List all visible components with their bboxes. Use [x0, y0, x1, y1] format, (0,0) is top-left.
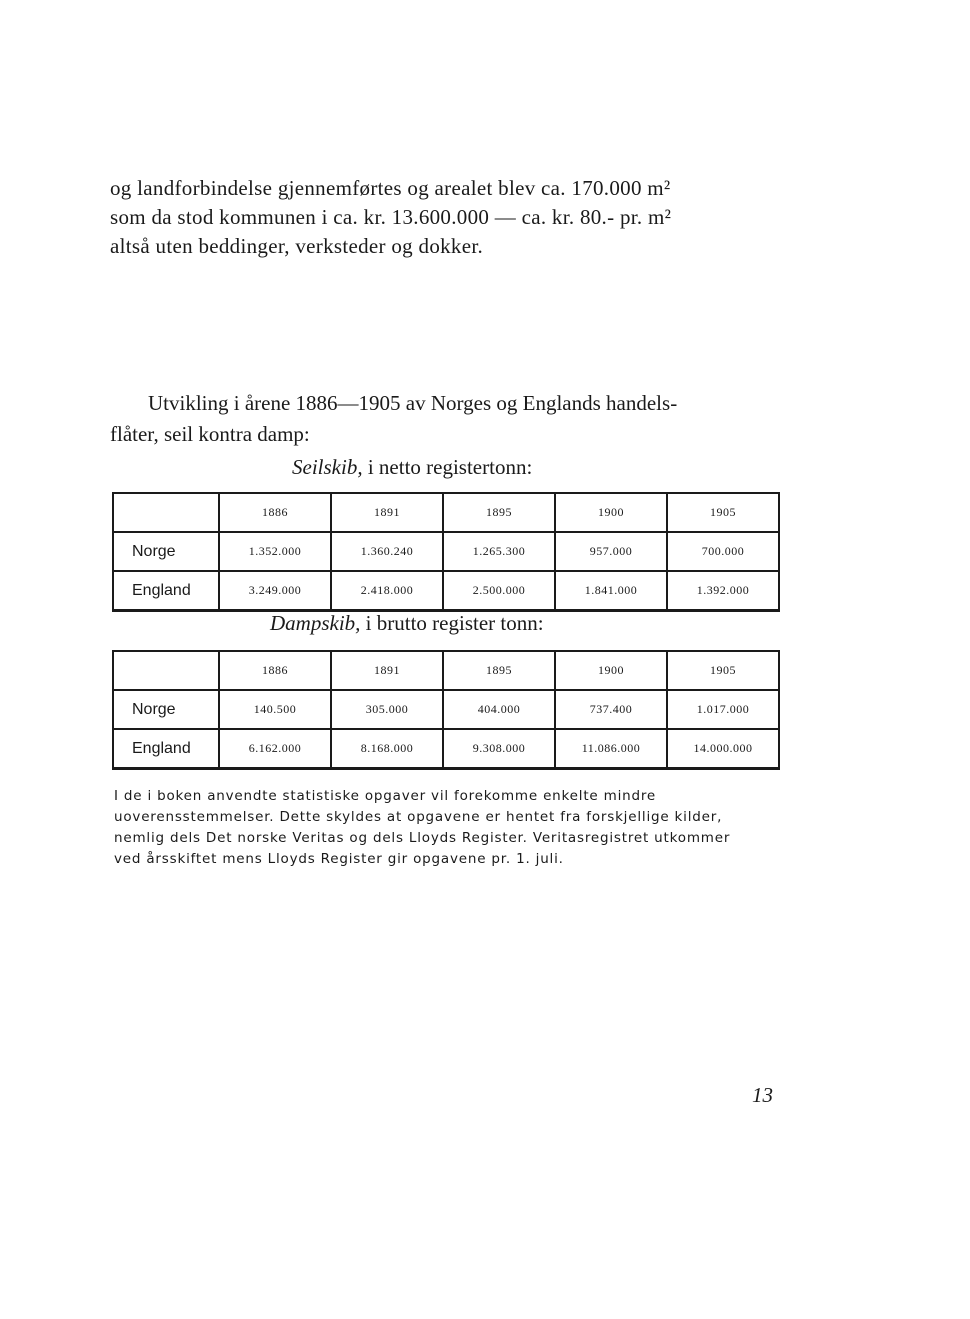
- table-cell: 140.500: [219, 690, 331, 729]
- year-header: 1895: [443, 651, 555, 690]
- sail-caption-rest: i netto registertonn:: [362, 455, 533, 479]
- sail-tonnage-table: [112, 492, 780, 612]
- table-cell: 6.162.000: [219, 729, 331, 769]
- page-number: 13: [752, 1083, 773, 1107]
- table-cell: 1.360.240: [331, 532, 443, 571]
- table-cell: 11.086.000: [555, 729, 667, 769]
- year-header: 1905: [667, 493, 779, 532]
- year-header: 1886: [219, 493, 331, 532]
- table-cell: 404.000: [443, 690, 555, 729]
- table-cell: 700.000: [667, 532, 779, 571]
- table-row: [113, 532, 779, 571]
- footnote-line: ved årsskiftet mens Lloyds Register gir opgavene pr. 1. juli.: [114, 851, 564, 867]
- year-header: 1905: [667, 651, 779, 690]
- sail-table-caption: [292, 455, 532, 480]
- table-cell: 1.392.000: [667, 571, 779, 611]
- section-heading: [110, 388, 788, 450]
- table-header-row: [113, 493, 779, 532]
- country-label: England: [113, 729, 219, 769]
- table-cell: 1.352.000: [219, 532, 331, 571]
- country-label: England: [113, 571, 219, 611]
- year-header: 1891: [331, 651, 443, 690]
- table-cell: 3.249.000: [219, 571, 331, 611]
- heading-line-1: Utvikling i årene 1886—1905 av Norges og Englands handels-: [148, 391, 678, 415]
- steam-caption-italic: Dampskib,: [270, 611, 361, 635]
- table-row: [113, 571, 779, 611]
- year-header: 1886: [219, 651, 331, 690]
- year-header: 1900: [555, 493, 667, 532]
- table-cell: 2.418.000: [331, 571, 443, 611]
- header-blank-cell: [113, 493, 219, 532]
- footnote-line: nemlig dels Det norske Veritas og dels Lloyds Register. Veritasregistret utkommer: [114, 830, 731, 846]
- table-cell: 737.400: [555, 690, 667, 729]
- intro-line: altså uten beddinger, verksteder og dokker.: [110, 234, 484, 258]
- table-cell: 1.841.000: [555, 571, 667, 611]
- table-cell: 1.265.300: [443, 532, 555, 571]
- table-cell: 9.308.000: [443, 729, 555, 769]
- footnote-line: I de i boken anvendte statistiske opgaver vil forekomme enkelte mindre: [114, 788, 657, 804]
- table-cell: 14.000.000: [667, 729, 779, 769]
- steam-table-caption: [270, 611, 544, 636]
- sail-caption-italic: Seilskib,: [292, 455, 363, 479]
- steam-tonnage-table: [112, 650, 780, 770]
- footnote-line: uoverensstemmelser. Dette skyldes at opgavene er hentet fra forskjellige kilder,: [114, 809, 723, 825]
- header-blank-cell: [113, 651, 219, 690]
- intro-line: og landforbindelse gjennemførtes og arealet blev ca. 170.000 m²: [110, 176, 671, 200]
- year-header: 1895: [443, 493, 555, 532]
- intro-line: som da stod kommunen i ca. kr. 13.600.000 — ca. kr. 80.- pr. m²: [110, 205, 672, 229]
- intro-paragraph: [110, 174, 790, 261]
- footnote-paragraph: [114, 786, 778, 870]
- table-cell: 1.017.000: [667, 690, 779, 729]
- table-cell: 8.168.000: [331, 729, 443, 769]
- table-row: [113, 729, 779, 769]
- table-row: [113, 690, 779, 729]
- table-header-row: [113, 651, 779, 690]
- steam-caption-rest: i brutto register tonn:: [360, 611, 544, 635]
- year-header: 1900: [555, 651, 667, 690]
- country-label: Norge: [113, 690, 219, 729]
- country-label: Norge: [113, 532, 219, 571]
- year-header: 1891: [331, 493, 443, 532]
- heading-line-2: flåter, seil kontra damp:: [110, 422, 310, 446]
- table-cell: 305.000: [331, 690, 443, 729]
- table-cell: 2.500.000: [443, 571, 555, 611]
- table-cell: 957.000: [555, 532, 667, 571]
